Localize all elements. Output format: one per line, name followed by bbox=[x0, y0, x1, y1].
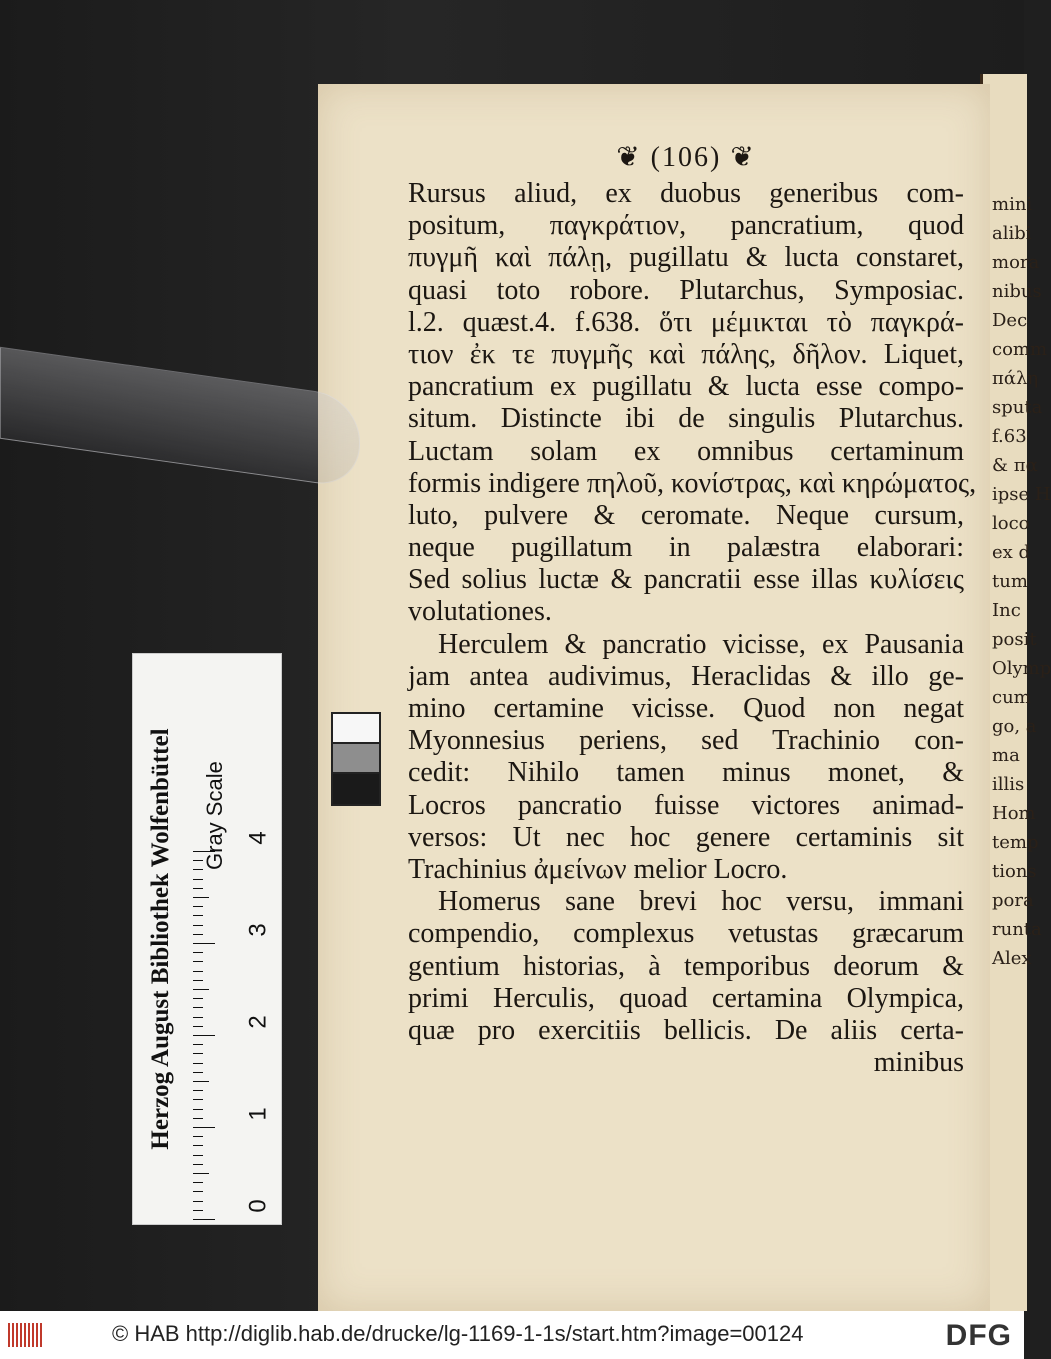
text-line: Trachinius ἀμείνων melior Locro. bbox=[408, 853, 788, 885]
text-line: quæ pro exercitiis bellicis. De aliis certa- bbox=[408, 1014, 964, 1046]
gray-scale-label: Gray Scale bbox=[202, 761, 227, 870]
ruler-tick bbox=[193, 1182, 203, 1183]
footer-bar bbox=[0, 1311, 1024, 1359]
swatch-white bbox=[331, 712, 381, 746]
text-line: quasi toto robore. Plutarchus, Symposiac. bbox=[408, 274, 964, 306]
text-line: positum, παγκράτιον, pancratium, quod bbox=[408, 210, 964, 242]
next-page-fragment: ipse H bbox=[992, 484, 1051, 505]
text-lines bbox=[408, 178, 977, 1079]
text-line: τιον ἐκ τε πυγμῆς καὶ πάλης, δῆλον. Liquet, bbox=[408, 338, 964, 370]
ruler-tick bbox=[193, 1017, 203, 1018]
ruler-tick bbox=[193, 1099, 203, 1100]
text-line: neque pugillatum in palæstra elaborari: bbox=[408, 532, 964, 564]
next-page-fragment: Hom bbox=[992, 803, 1036, 824]
credit-text: © HAB http://diglib.hab.de/drucke/lg-1169-1-1s/start.htm?image=00124 bbox=[112, 1321, 804, 1346]
ruler-tick bbox=[193, 1044, 203, 1045]
next-page-fragment: f.63 bbox=[992, 426, 1027, 447]
ruler-number: 0 bbox=[244, 1199, 272, 1213]
ruler-tick bbox=[193, 980, 203, 981]
ruler-tick bbox=[193, 879, 203, 880]
glass-weight bbox=[0, 347, 360, 490]
next-page-fragment: posit bbox=[992, 629, 1037, 650]
ruler-tick bbox=[193, 961, 203, 962]
next-page-fragment: loco bbox=[992, 513, 1030, 534]
ruler-tick bbox=[193, 1136, 203, 1137]
next-page-fragment: illis bbox=[992, 774, 1025, 795]
ruler-tick bbox=[193, 1026, 203, 1027]
text-line: formis indigere πηλοῦ, κονίστρας, καὶ κηρώματος, bbox=[408, 467, 977, 499]
ruler-tick bbox=[193, 952, 203, 953]
ruler-tick bbox=[193, 934, 203, 935]
text-line: versos: Ut nec hoc genere certaminis sit bbox=[408, 821, 964, 853]
ruler-tick bbox=[193, 906, 203, 907]
next-page-fragment: temp bbox=[992, 832, 1039, 853]
ruler-tick bbox=[193, 1007, 203, 1008]
text-line: primi Herculis, quoad certamina Olympica, bbox=[408, 982, 964, 1014]
next-page-fragment: runta bbox=[992, 919, 1042, 940]
ruler-tick bbox=[193, 1127, 215, 1128]
ruler-tick bbox=[193, 989, 209, 990]
ruler-tick bbox=[193, 1210, 203, 1211]
institution-label: Herzog August Bibliothek Wolfenbüttel bbox=[147, 728, 174, 1150]
text-line: Homerus sane brevi hoc versu, immani bbox=[438, 886, 964, 918]
next-page-fragment: go, a bbox=[992, 716, 1037, 737]
ruler bbox=[193, 844, 215, 1224]
text-line: Herculem & pancratio vicisse, ex Pausania bbox=[438, 628, 964, 660]
text-line: compendio, complexus vetustas græcarum bbox=[408, 918, 964, 950]
ruler-number: 3 bbox=[244, 923, 272, 937]
ruler-tick bbox=[193, 897, 209, 898]
text-line: Sed solius luctæ & pancratii esse illas κυλίσεις bbox=[408, 564, 964, 596]
next-page-fragment: mini bbox=[992, 194, 1033, 215]
text-line: mino certamine vicisse. Quod non negat bbox=[408, 693, 964, 724]
text-line: Myonnesius periens, sed Trachinio con- bbox=[408, 725, 964, 757]
text-line: l.2. quæst.4. f.638. ὅτι μέμικται τὸ παγκρά- bbox=[408, 306, 964, 338]
swatch-black bbox=[331, 772, 381, 806]
next-page-fragment: ex d bbox=[992, 542, 1031, 563]
ruler-tick bbox=[193, 1191, 203, 1192]
next-page-text bbox=[992, 190, 1051, 973]
ruler-tick bbox=[193, 1145, 203, 1146]
text-line: gentium historias, à temporibus deorum & bbox=[408, 950, 964, 982]
swatch-gray bbox=[331, 742, 381, 776]
ruler-tick bbox=[193, 1063, 203, 1064]
text-line: Luctam solam ex omnibus certaminum bbox=[408, 435, 964, 467]
text-line: volutationes. bbox=[408, 596, 552, 628]
text-line: situm. Distincte ibi de singulis Plutarchus. bbox=[408, 403, 964, 435]
ruler-tick bbox=[193, 943, 215, 944]
dfg-logo: DFG bbox=[945, 1319, 1012, 1352]
text-line: minibus bbox=[873, 1047, 964, 1079]
ruler-tick bbox=[193, 1081, 209, 1082]
text-line: cedit: Nihilo tamen minus monet, & bbox=[408, 757, 964, 789]
ruler-tick bbox=[193, 971, 203, 972]
next-page-fragment: cum bbox=[992, 687, 1031, 708]
text-line: Rursus aliud, ex duobus generibus com- bbox=[408, 178, 964, 209]
ruler-tick bbox=[193, 1118, 203, 1119]
ruler-number: 4 bbox=[244, 831, 272, 845]
ruler-tick bbox=[193, 1219, 215, 1220]
next-page-fragment: tions bbox=[992, 861, 1037, 882]
ruler-tick bbox=[193, 1035, 215, 1036]
next-page-fragment: Alex bbox=[992, 948, 1032, 969]
ruler-tick bbox=[193, 1173, 209, 1174]
next-page-fragment: Inc bbox=[992, 600, 1021, 621]
text-line: Locros pancratio fuisse victores animad- bbox=[408, 789, 964, 821]
page-number: ❦ (106) ❦ bbox=[616, 142, 756, 173]
page-text bbox=[408, 140, 977, 1079]
next-page-fragment: tum bbox=[992, 571, 1028, 592]
next-page-fragment: πάλη bbox=[992, 368, 1039, 389]
ruler-tick bbox=[193, 1164, 203, 1165]
ruler-number: 2 bbox=[244, 1015, 272, 1029]
text-line: jam antea audivimus, Heraclidas & illo ge- bbox=[408, 660, 964, 692]
calibration-strip bbox=[132, 653, 282, 1225]
ruler-tick bbox=[193, 998, 203, 999]
text-line: pancratium ex pugillatu & lucta esse compo- bbox=[408, 371, 964, 403]
ruler-tick bbox=[193, 1109, 203, 1110]
next-page-fragment: alibi bbox=[992, 223, 1032, 244]
next-page-fragment: Olymp bbox=[992, 658, 1051, 679]
next-page-fragment: pora bbox=[992, 890, 1034, 911]
next-page-fragment: comm bbox=[992, 339, 1048, 360]
next-page-fragment: sputa bbox=[992, 397, 1043, 418]
ruler-tick bbox=[193, 1090, 203, 1091]
barcode-icon bbox=[8, 1323, 44, 1347]
next-page-fragment: ma bbox=[992, 745, 1020, 766]
ruler-tick bbox=[193, 1053, 203, 1054]
text-line: luto, pulvere & ceromate. Neque cursum, bbox=[408, 499, 964, 531]
next-page-fragment: mora bbox=[992, 252, 1040, 273]
next-page-fragment: & πα bbox=[992, 455, 1038, 476]
ruler-tick bbox=[193, 888, 203, 889]
ruler-number: 1 bbox=[244, 1107, 272, 1121]
next-page-fragment: nibus bbox=[992, 281, 1042, 302]
ruler-tick bbox=[193, 1201, 203, 1202]
next-page-fragment: Dec bbox=[992, 310, 1028, 331]
ruler-tick bbox=[193, 1072, 203, 1073]
ruler-tick bbox=[193, 925, 203, 926]
ruler-tick bbox=[193, 915, 203, 916]
text-line: πυγμῆ καὶ πάλῃ, pugillatu & lucta constaret, bbox=[408, 242, 964, 274]
ruler-tick bbox=[193, 1155, 203, 1156]
